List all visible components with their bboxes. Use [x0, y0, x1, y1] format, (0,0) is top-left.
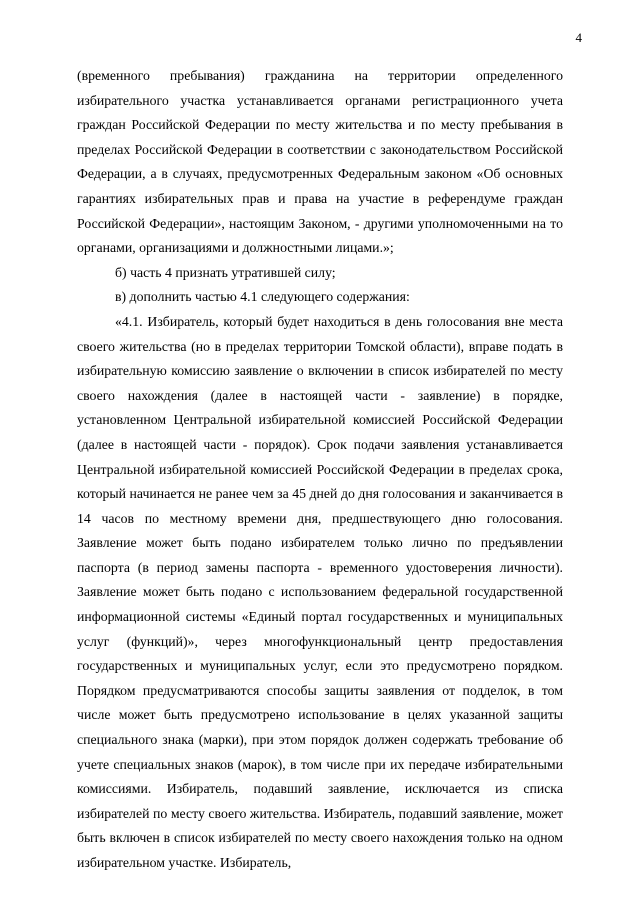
document-body	[77, 64, 563, 876]
paragraph-part-4-1: «4.1. Избиратель, который будет находиться в день голосования вне места своего жительства (но в пределах территории Томской области), вправе подать в избирательную комиссию заявление о включении в список избирателей по месту своего нахождения (далее в настоящей части - заявление) в порядке, установленном Центральной избирательной комиссией Российской Федерации (далее в настоящей части - порядок). Срок подачи заявления устанавливается Центральной избирательной комиссией Российской Федерации в пределах срока, который начинается не ранее чем за 45 дней до дня голосования и заканчивается в 14 часов по местному времени дня, предшествующего дню голосования. Заявление может быть подано избирателем только лично по предъявлении паспорта (в период замены паспорта - временного удостоверения личности). Заявление может быть подано с использованием федеральной государственной информационной системы «Единый портал государственных и муниципальных услуг (функций)», через многофункциональный центр предоставления государственных и муниципальных услуг, если это предусмотрено порядком. Порядком предусматриваются способы защиты заявления от подделок, в том числе может быть предусмотрено использование в целях указанной защиты специального знака (марки), при этом порядок должен содержать требование об учете специальных знаков (марок), в том числе при их передаче избирательными комиссиями. Избиратель, подавший заявление, исключается из списка избирателей по месту своего жительства. Избиратель, подавший заявление, может быть включен в список избирателей по месту своего нахождения только на одном избирательном участке. Избиратель,	[77, 313, 563, 870]
paragraph-continuation: (временного пребывания) гражданина на территории определенного избирательного участка устанавливается органами регистрационного учета граждан Российской Федерации по месту жительства и по месту пребывания в пределах Российской Федерации в соответствии с законодательством Российской Федерации, а в случаях, предусмотренных Федеральным законом «Об основных гарантиях избирательных прав и права на участие в референдуме граждан Российской Федерации», настоящим Законом, - другими уполномоченными на то органами, организациями и должностными лицами.»;	[77, 68, 563, 256]
paragraph-item-b: б) часть 4 признать утратившей силу;	[115, 264, 336, 280]
paragraph-item-v: в) дополнить частью 4.1 следующего содержания:	[115, 289, 410, 305]
page-number: 4	[575, 30, 582, 45]
